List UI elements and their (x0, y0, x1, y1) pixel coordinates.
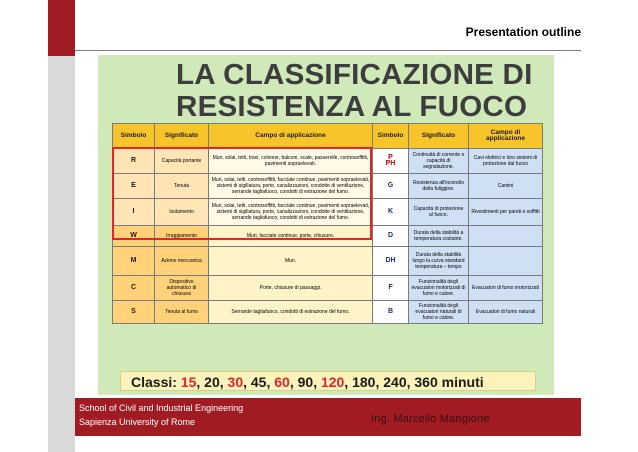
symbol-cell: K (373, 199, 409, 226)
symbol-cell: F (373, 276, 409, 301)
application-cell: Cavi elettrici e loro sistemi di protezione dal fuoco (469, 149, 543, 174)
table-row (113, 149, 543, 174)
application-cell: Serrande tagliafuoco, condotti di estrazione del fumo. (209, 301, 373, 324)
application-cell: Muri, facciate continue, porte, chiusure. (209, 226, 373, 247)
classes-label: Classi: (131, 374, 177, 390)
symbol-cell: I (113, 199, 155, 226)
table-header-cell: Simbolo (373, 124, 409, 149)
school-name: School of Civil and Industrial Engineering (79, 403, 244, 413)
symbol-cell: D (373, 226, 409, 247)
class-value: 360 (414, 374, 438, 390)
table-header-row (113, 124, 543, 149)
page-title: Presentation outline (465, 25, 581, 39)
class-value: 180 (352, 374, 376, 390)
table-row (113, 174, 543, 199)
application-cell: Evacuatori di fumo motorizzati (469, 276, 543, 301)
symbol-cell: S (113, 301, 155, 324)
class-value: 30 (227, 374, 244, 390)
application-cell: Muri, solai, tetti, controsoffitti, facciate continue, pavimenti sopraelevati, sistemi di sigillatura, porte, canalizzazioni, condotte di ventilazione, serrande tagliafuoco, condotti di estrazione del fumo. (209, 174, 373, 199)
slide-image (98, 55, 554, 395)
classification-table (112, 123, 543, 324)
meaning-cell: Azione meccanica (155, 247, 209, 276)
table-row (113, 247, 543, 276)
class-value: 240 (383, 374, 407, 390)
application-cell: Muri, solai, tetti, controsoffitti, facciate continue, pavimenti sopraelevati, sistemi di sigillatura, porte, canalizzazioni, condotte di ventilazione, serrande tagliafuoco, condotti di estrazione del fumo. (209, 199, 373, 226)
slide-title: LA CLASSIFICAZIONE DI RESISTENZA AL FUOCO (176, 59, 533, 123)
meaning-cell: Capacità portante (155, 149, 209, 174)
meaning-cell: Tenuta al fumo (155, 301, 209, 324)
symbol-cell: M (113, 247, 155, 276)
application-cell: Muri. (209, 247, 373, 276)
meaning-cell: Dispositivo automatico di chiusura (155, 276, 209, 301)
header-divider (75, 50, 581, 51)
table-row (113, 226, 543, 247)
meaning-cell: Tenuta (155, 174, 209, 199)
symbol-cell: G (373, 174, 409, 199)
application-cell: Muri, solai, tetti, travi, colonne, balconi, scale, passerelle, controsoffitti, pavimenti sopraelevati. (209, 149, 373, 174)
symbol-cell: C (113, 276, 155, 301)
meaning-cell: Durata della stabilità a temperatura costante. (409, 226, 469, 247)
application-cell (469, 247, 543, 276)
application-cell (469, 226, 543, 247)
application-cell: Camini (469, 174, 543, 199)
table-header-cell: Simbolo (113, 124, 155, 149)
classes-banner: Classi: 15, 20, 30, 45, 60, 90, 120, 180, 240, 360 minuti (120, 371, 536, 391)
class-value: 90 (297, 374, 314, 390)
meaning-cell: Isolamento (155, 199, 209, 226)
table-row (113, 276, 543, 301)
symbol-cell: R (113, 149, 155, 174)
meaning-cell: Funzionalità degli evacuatori naturali di fumo e calore. (409, 301, 469, 324)
class-value: 60 (274, 374, 290, 390)
table-header-cell: Significato (409, 124, 469, 149)
table-row (113, 301, 543, 324)
application-cell: Rivestimenti per pareti e soffitti (469, 199, 543, 226)
class-value: 15 (180, 374, 197, 390)
application-cell: Evacuatori di fumo naturali (469, 301, 543, 324)
application-cell: Porte, chiusure di passaggi. (209, 276, 373, 301)
author-name: Ing. Marcello Mangione (371, 413, 490, 425)
meaning-cell: Irraggiamento (155, 226, 209, 247)
class-value: 45 (250, 374, 267, 390)
meaning-cell: Continuità di corrente o capacità di segnalazione. (409, 149, 469, 174)
table-header-cell: Campo di applicazione (209, 124, 373, 149)
symbol-cell: DH (373, 247, 409, 276)
table-header-cell: Significato (155, 124, 209, 149)
symbol-cell: E (113, 174, 155, 199)
symbol-cell: W (113, 226, 155, 247)
classes-unit: minuti (441, 374, 484, 390)
meaning-cell: Resistenza all'incendio della fuliggine. (409, 174, 469, 199)
class-value: 20 (204, 374, 220, 390)
left-sidebar-strip (48, 0, 75, 452)
meaning-cell: Capacità di protezione al fuoco. (409, 199, 469, 226)
footer-bar (75, 398, 581, 436)
symbol-cell: B (373, 301, 409, 324)
table-row (113, 199, 543, 226)
meaning-cell: Durata della stabilità lungo la curva standard temperatura – tempo (409, 247, 469, 276)
meaning-cell: Funzionalità degli evacuatori motorizzati di fumo e calore. (409, 276, 469, 301)
university-name: Sapienza University of Rome (79, 417, 196, 427)
class-value: 120 (320, 374, 345, 390)
brand-color-block (48, 0, 75, 56)
table-header-cell: Campo di applicazione (469, 124, 543, 149)
symbol-cell: P PH (373, 149, 409, 174)
